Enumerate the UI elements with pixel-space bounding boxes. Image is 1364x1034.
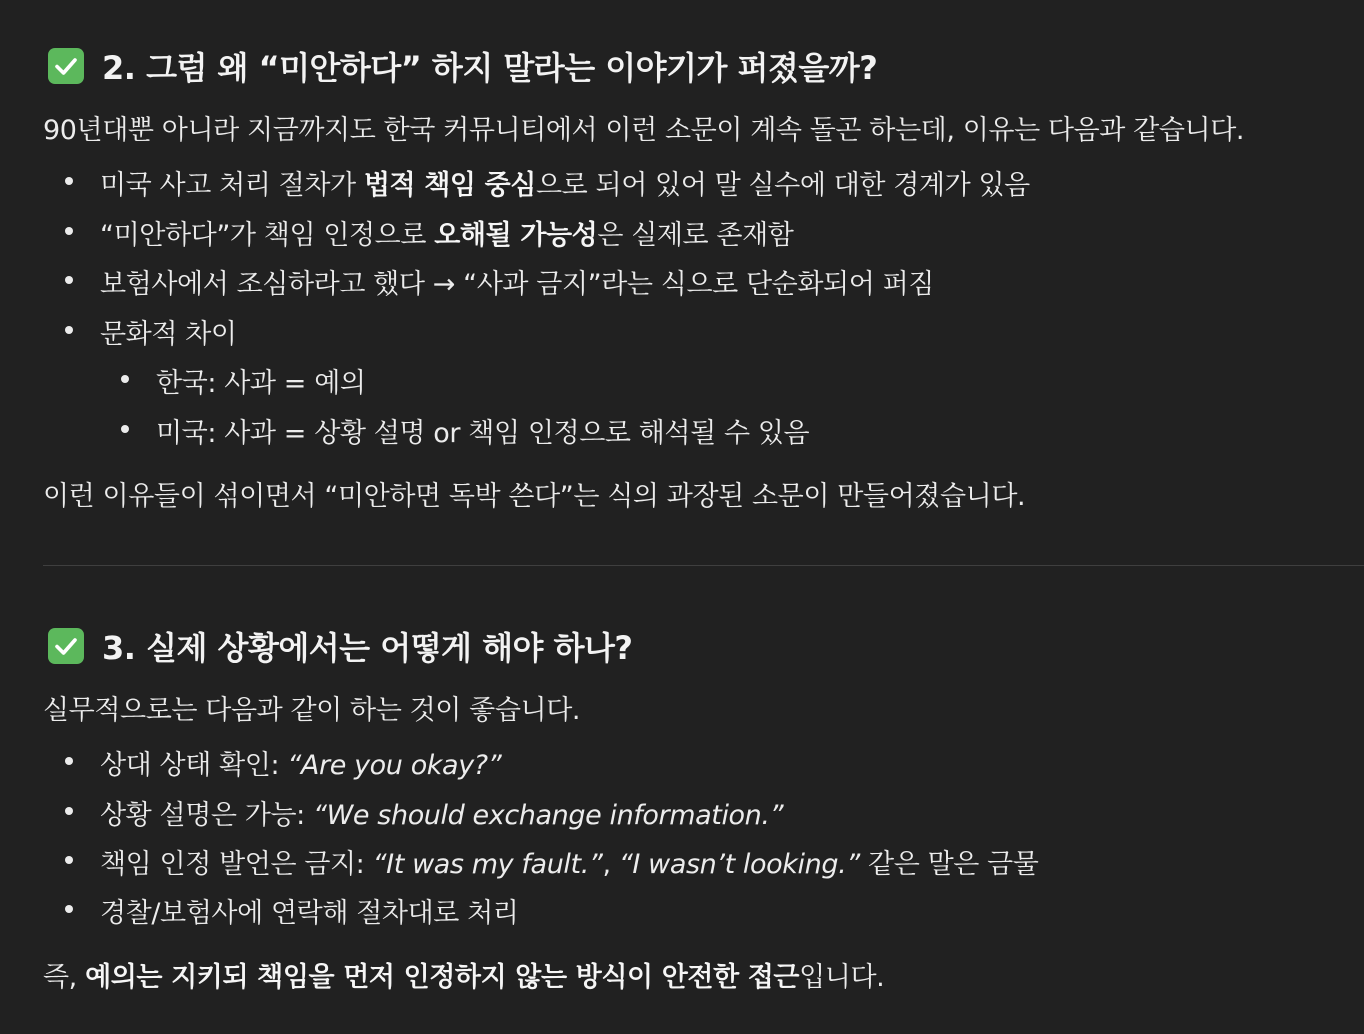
section-2-outro: 이런 이유들이 섞이면서 “미안하면 독박 쓴다”는 식의 과장된 소문이 만들어졌습니다. <box>43 481 1026 512</box>
section-2-intro: 90년대뿐 아니라 지금까지도 한국 커뮤니티에서 이런 소문이 계속 돌곤 하는데, 이유는 다음과 같습니다. <box>43 115 1245 146</box>
sub-list-item-text: 한국: 사과 = 예의 <box>156 368 366 399</box>
bold-text: 오해될 가능성 <box>434 220 598 251</box>
bold-text: 예의는 지키되 책임을 먼저 인정하지 않는 방식이 안전한 접근 <box>85 962 800 993</box>
list-item-text: 미국 사고 처리 절차가 법적 책임 중심으로 되어 있어 말 실수에 대한 경계가 있음 <box>100 170 1030 201</box>
list-item-text: 보험사에서 조심하라고 했다 → “사과 금지”라는 식으로 단순화되어 퍼짐 <box>100 269 934 300</box>
bullet-dot <box>65 276 73 284</box>
bullet-dot <box>65 757 73 765</box>
italic-quote: “It was my fault.” <box>372 849 603 880</box>
list-item-text: 상황 설명은 가능: “We should exchange information.” <box>100 800 784 831</box>
section-heading-3 <box>48 623 632 669</box>
bold-text: 법적 책임 중심 <box>363 170 536 201</box>
bullet-dot <box>65 326 73 334</box>
bullet-dot <box>65 856 73 864</box>
italic-quote: “We should exchange information.” <box>313 800 784 831</box>
list-item-text: 상대 상태 확인: “Are you okay?” <box>100 750 502 781</box>
bullet-dot <box>65 905 73 913</box>
bullet-dot <box>65 227 73 235</box>
section-heading-2 <box>48 43 877 89</box>
list-item-text: 책임 인정 발언은 금지: “It was my fault.”, “I wasn’t looking.” 같은 말은 금물 <box>100 849 1039 880</box>
list-item-text: 문화적 차이 <box>100 319 237 350</box>
section-heading-2-text: 2. 그럼 왜 “미안하다” 하지 말라는 이야기가 퍼졌을까? <box>102 49 878 87</box>
section-3-intro: 실무적으로는 다음과 같이 하는 것이 좋습니다. <box>43 695 581 726</box>
italic-quote: “I wasn’t looking.” <box>618 849 860 880</box>
bullet-dot <box>121 375 129 383</box>
horizontal-divider <box>43 565 1364 566</box>
list-item-text: 경찰/보험사에 연락해 절차대로 처리 <box>100 898 519 929</box>
list-item-text: “미안하다”가 책임 인정으로 오해될 가능성은 실제로 존재함 <box>100 220 794 251</box>
check-mark-icon <box>48 48 84 84</box>
check-mark-icon <box>48 628 84 664</box>
bullet-dot <box>121 425 129 433</box>
italic-quote: “Are you okay?” <box>287 750 502 781</box>
bullet-dot <box>65 807 73 815</box>
section-heading-3-text: 3. 실제 상황에서는 어떻게 해야 하나? <box>102 629 633 667</box>
section-3-summary: 즉, 예의는 지키되 책임을 먼저 인정하지 않는 방식이 안전한 접근입니다. <box>43 962 885 993</box>
sub-list-item-text: 미국: 사과 = 상황 설명 or 책임 인정으로 해석될 수 있음 <box>156 418 810 449</box>
bullet-dot <box>65 177 73 185</box>
